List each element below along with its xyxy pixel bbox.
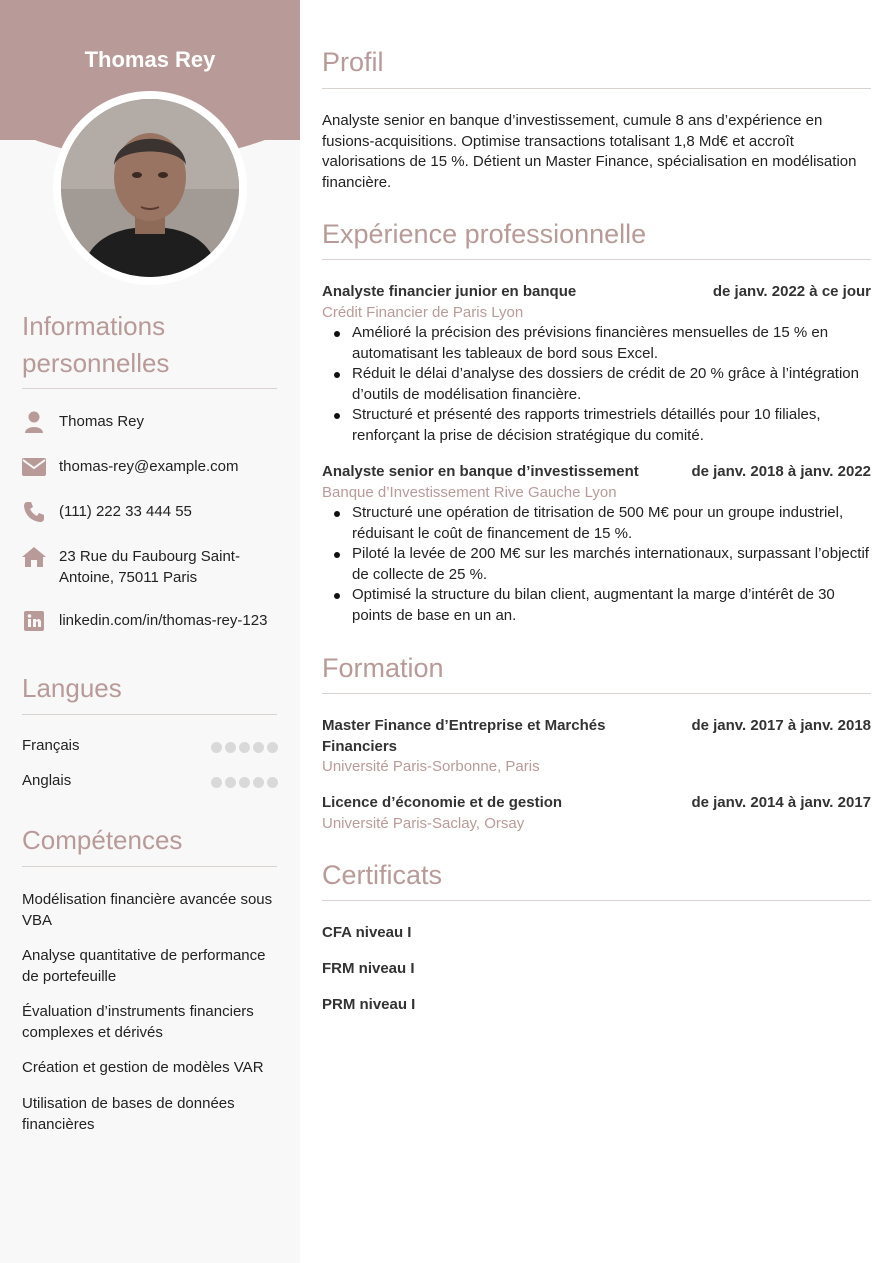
job-title: Analyste senior en banque d’investissement <box>322 463 639 480</box>
achievement-item: Amélioré la précision des prévisions financières mensuelles de 15 % en automatisant les tableaux de bord sous Excel. <box>322 323 871 364</box>
contact-name <box>22 411 282 433</box>
degree-dates: de janv. 2017 à janv. 2018 <box>691 717 871 734</box>
contact-linkedin-text: linkedin.com/in/thomas-rey-123 <box>59 612 268 629</box>
home-icon <box>22 546 46 568</box>
education-section-title: Formation <box>322 653 444 683</box>
skill-item: Modélisation financière avancée sous VBA <box>22 891 273 929</box>
user-icon <box>22 411 46 433</box>
envelope-icon <box>22 456 46 478</box>
contact-email[interactable] <box>22 456 282 478</box>
profile-name: Thomas Rey <box>84 47 216 72</box>
sidebar <box>0 0 300 1263</box>
language-name: Anglais <box>22 772 72 789</box>
certificate-item: PRM niveau I <box>322 996 416 1013</box>
experience-divider <box>322 259 871 260</box>
contact-linkedin[interactable] <box>22 610 282 632</box>
education-divider <box>322 693 871 694</box>
profile-summary: Analyste senior en banque d’investissement, cumule 8 ans d’expérience en fusions-acquisitions. Optimise transactions totalisant 1,8 Md€ et accroît valorisations de 15 %. Détient un Master Finance, spécialisation en modélisation financière. <box>322 112 857 191</box>
contact-phone-text: (111) 222 33 444 55 <box>59 503 192 520</box>
degree-dates: de janv. 2014 à janv. 2017 <box>691 794 871 811</box>
languages-divider <box>22 714 277 715</box>
skills-divider <box>22 866 277 867</box>
degree-school: Université Paris-Sorbonne, Paris <box>322 758 540 775</box>
contact-address-text: 23 Rue du Faubourg Saint-Antoine, 75011 Paris <box>59 548 240 586</box>
profile-section-title: Profil <box>322 47 384 77</box>
linkedin-icon <box>22 610 46 632</box>
contact-address <box>22 546 272 588</box>
personal-info-title: Informations personnelles <box>22 311 170 378</box>
avatar <box>61 99 239 277</box>
skill-item: Création et gestion de modèles VAR <box>22 1059 264 1076</box>
skill-item: Utilisation de bases de données financières <box>22 1095 235 1133</box>
certificates-section-title: Certificats <box>322 860 443 890</box>
job-company: Banque d’Investissement Rive Gauche Lyon <box>322 484 617 501</box>
skills-title: Compétences <box>22 825 183 855</box>
job-dates: de janv. 2018 à janv. 2022 <box>691 463 871 480</box>
job-achievements <box>322 503 871 627</box>
language-level-dots <box>211 742 278 753</box>
skill-item: Analyse quantitative de performance de portefeuille <box>22 947 266 985</box>
language-item <box>22 737 278 757</box>
job-dates: de janv. 2022 à ce jour <box>712 283 871 300</box>
languages-title: Langues <box>22 673 122 703</box>
language-item <box>22 772 278 792</box>
degree-title: Licence d’économie et de gestion <box>322 794 563 811</box>
achievement-item: Structuré une opération de titrisation de 500 M€ pour un groupe industriel, réduisant le coût de financement de 15 %. <box>322 503 871 544</box>
achievement-item: Optimisé la structure du bilan client, augmentant la marge d’intérêt de 30 points de base en un an. <box>322 585 871 626</box>
experience-section-title: Expérience professionnelle <box>322 219 647 249</box>
job-title: Analyste financier junior en banque <box>322 283 577 300</box>
phone-icon <box>22 501 46 523</box>
contact-name-text: Thomas Rey <box>59 413 145 430</box>
certificate-item: CFA niveau I <box>322 924 412 941</box>
certificates-divider <box>322 900 871 901</box>
job-achievements <box>322 323 871 447</box>
achievement-item: Piloté la levée de 200 M€ sur les marchés internationaux, surpassant l’objectif de collecte de 25 %. <box>322 544 871 585</box>
degree-title: Master Finance d’Entreprise et Marchés Financiers <box>322 717 606 755</box>
profile-divider <box>322 88 871 89</box>
job-company: Crédit Financier de Paris Lyon <box>322 304 524 321</box>
skill-item: Évaluation d’instruments financiers complexes et dérivés <box>22 1003 254 1041</box>
degree-school: Université Paris-Saclay, Orsay <box>322 815 525 832</box>
achievement-item: Structuré et présenté des rapports trimestriels détaillés pour 10 filiales, renforçant la prise de décision stratégique du comité. <box>322 405 871 446</box>
language-level-dots <box>211 777 278 788</box>
personal-info-divider <box>22 388 277 389</box>
language-name: Français <box>22 737 80 754</box>
contact-email-text: thomas-rey@example.com <box>59 458 239 475</box>
certificate-item: FRM niveau I <box>322 960 415 977</box>
contact-phone[interactable] <box>22 501 282 523</box>
achievement-item: Réduit le délai d’analyse des dossiers de crédit de 20 % grâce à l’intégration d’outils de modélisation financière. <box>322 364 871 405</box>
